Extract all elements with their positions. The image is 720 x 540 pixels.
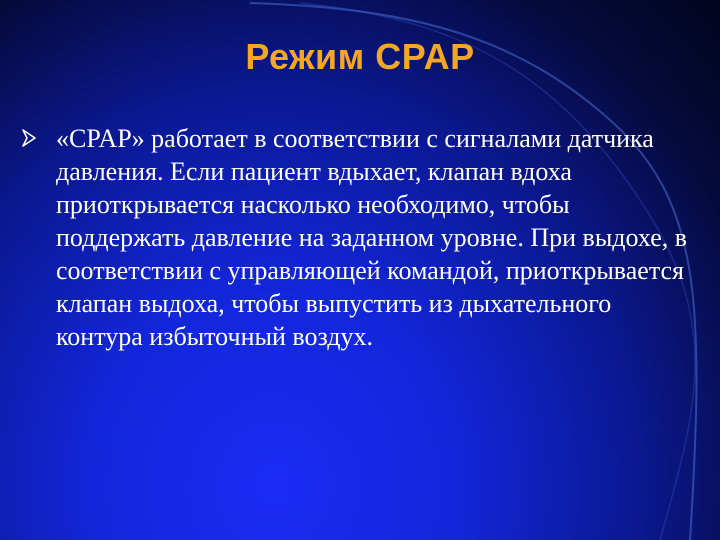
slide-title: Режим CPAP — [245, 36, 475, 77]
bullet-list — [22, 122, 692, 353]
arrowhead-bullet-icon — [22, 129, 36, 147]
bullet-text: «CPAP» работает в соответствии с сигналами датчика давления. Если пациент вдыхает, клапан вдоха приоткрывается насколько необходимо, чтобы поддержать давление на заданном уровне. При выдохе, в соответствии с управляющей командой, приоткрывается клапан выдоха, чтобы выпустить из дыхательного контура избыточный воздух. — [56, 124, 688, 351]
bullet-item — [22, 122, 692, 353]
